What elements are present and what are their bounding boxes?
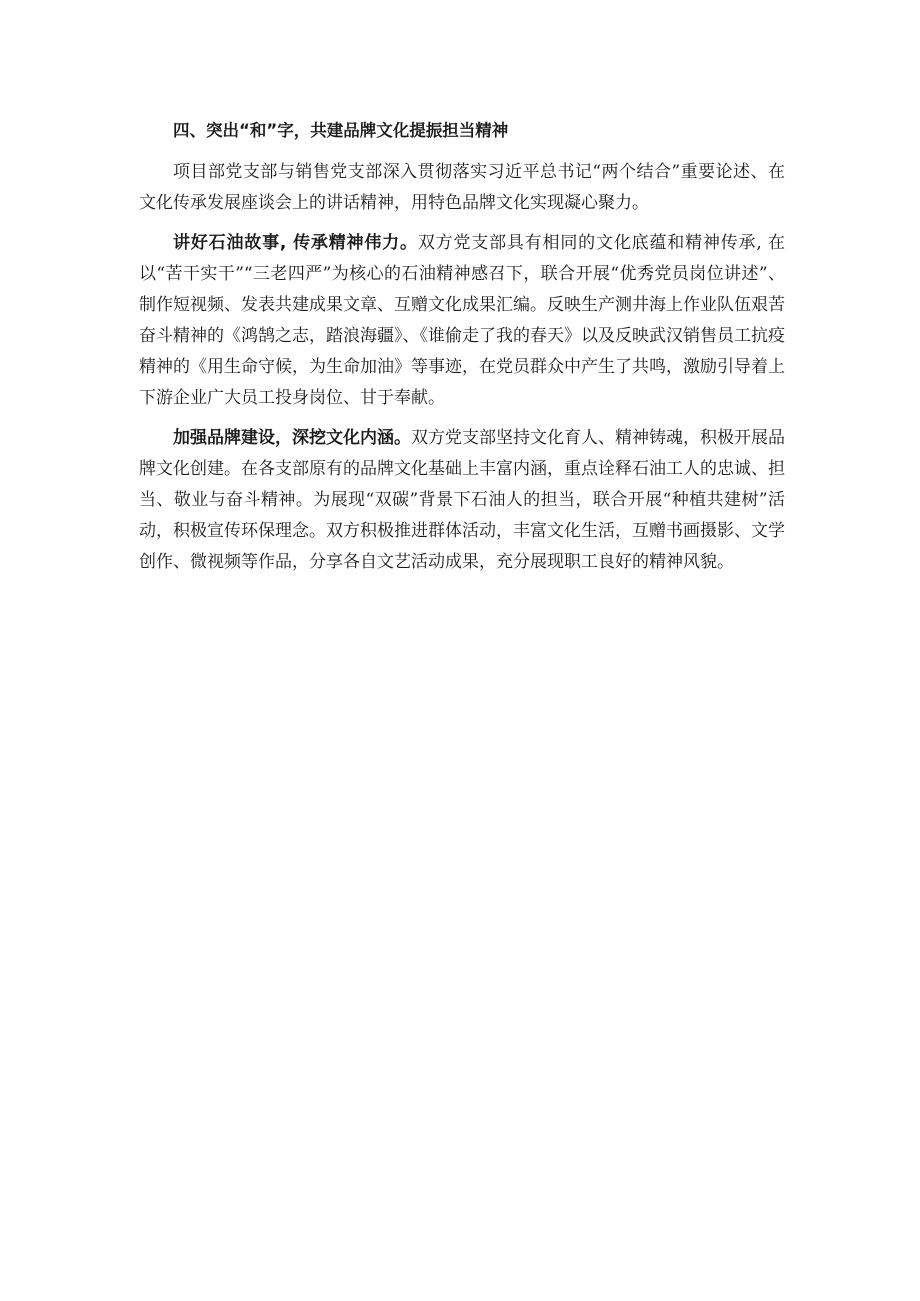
paragraph-oil-story-lead: 讲好石油故事, 传承精神伟力。 <box>173 233 418 253</box>
paragraph-brand-building-text: 双方党支部坚持文化育人、精神铸魂，积极开展品牌文化创建。在各支部原有的品牌文化基础上丰富内涵，重点诠释石油工人的忠诚、担当、敬业与奋斗精神。为展现“双碳”背景下石油人的担当，联合开展“种植共建树”活动，积极宣传环保理念。双方积极推进群体活动，丰富文化生活，互赠书画摄影、文学创作、微视频等作品，分享各自文艺活动成果，充分展现职工良好的精神风貌。 <box>139 428 785 572</box>
paragraph-oil-story <box>139 228 785 414</box>
paragraph-brand-building-lead: 加强品牌建设，深挖文化内涵。 <box>173 428 411 448</box>
paragraph-intro <box>139 157 785 219</box>
section-heading: 四、突出“和”字，共建品牌文化提振担当精神 <box>173 121 509 140</box>
paragraph-intro-text: 项目部党支部与销售党支部深入贯彻落实习近平总书记“两个结合”重要论述、在文化传承发展座谈会上的讲话精神，用特色品牌文化实现凝心聚力。 <box>139 162 785 213</box>
paragraph-brand-building <box>139 423 785 578</box>
paragraph-oil-story-text: 双方党支部具有相同的文化底蕴和精神传承, 在以“苦干实干”“三老四严”为核心的石油精神感召下，联合开展“优秀党员岗位讲述”、制作短视频、发表共建成果文章、互赠文化成果汇编。反映生产测井海上作业队伍艰苦奋斗精神的《鸿鹄之志，踏浪海疆》、《谁偷走了我的春天》以及反映武汉销售员工抗疫精神的《用生命守候，为生命加油》等事迹，在党员群众中产生了共鸣，激励引导着上下游企业广大员工投身岗位、甘于奉献。 <box>139 233 785 408</box>
document-page <box>139 116 785 587</box>
